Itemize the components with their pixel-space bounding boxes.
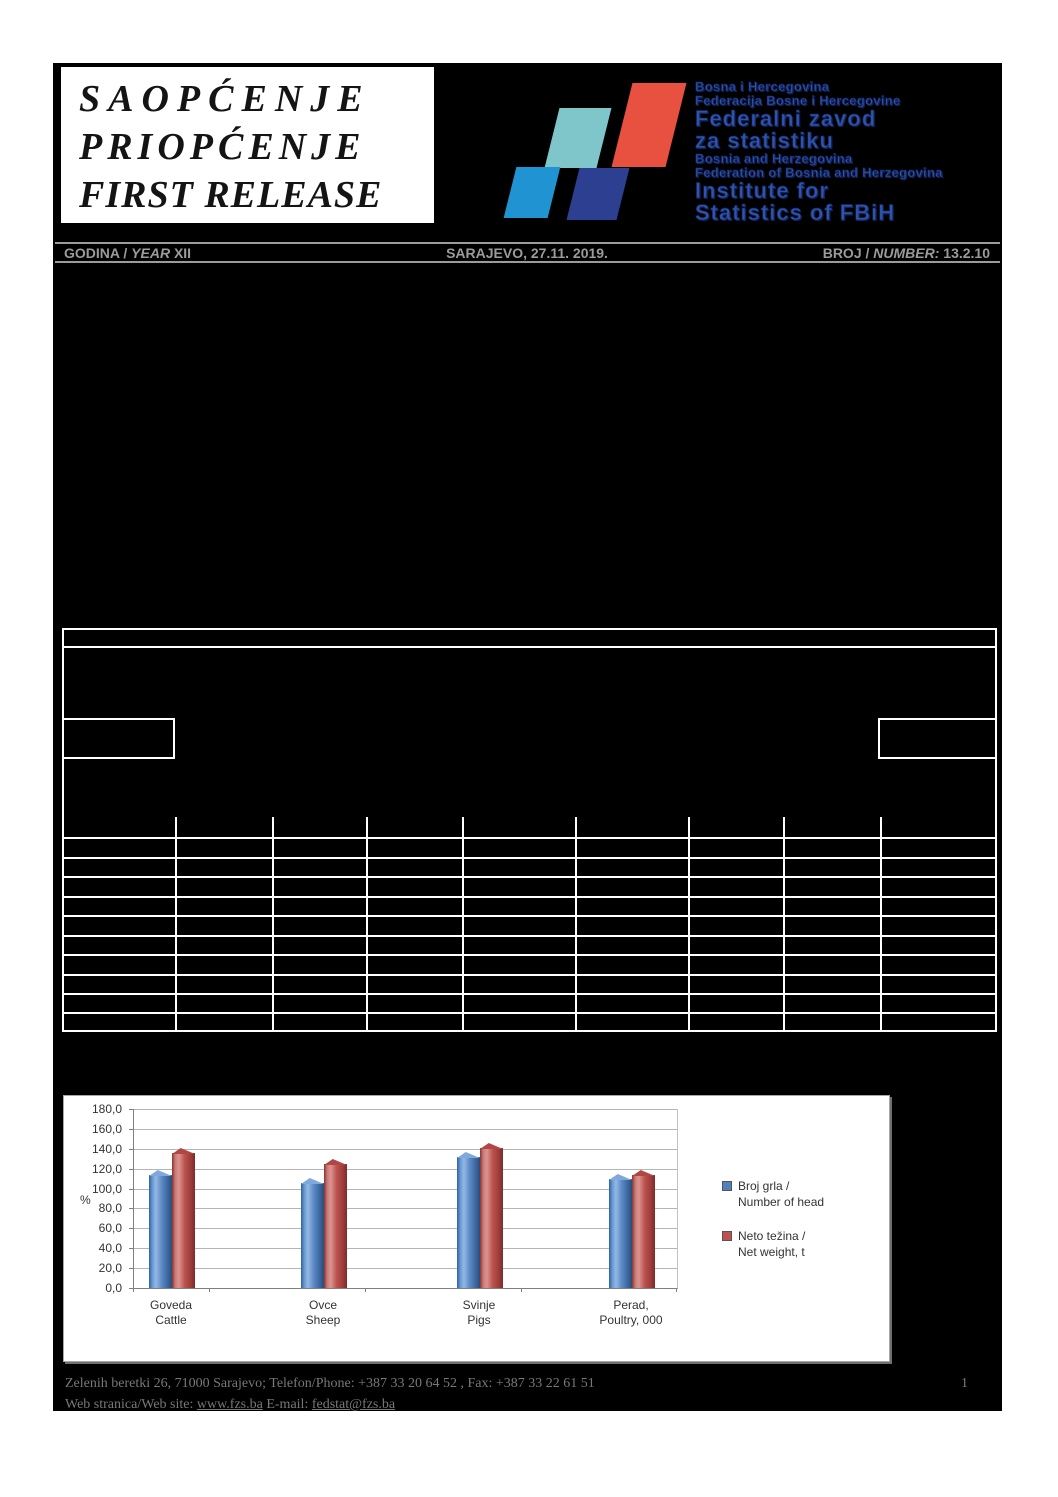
chart-y-tick-label: 40,0: [98, 1241, 122, 1256]
chart-bar-net-weight: [324, 1164, 347, 1288]
org-line-institute-bs2: za statistiku: [695, 128, 834, 153]
table-grid-line: [64, 954, 995, 956]
chart-gridline: [134, 1109, 677, 1110]
table-grid-line: [64, 718, 175, 720]
logo-parallelogram-red: [612, 83, 687, 167]
org-line-federation-en: Federation of Bosnia and Herzegovina: [695, 165, 943, 180]
release-title-en: FIRST RELEASE: [79, 174, 383, 216]
org-line-institute-en1: Institute for: [695, 178, 829, 203]
release-title-bs: SAOPĆENJE: [79, 78, 371, 120]
issue-date-place: SARAJEVO, 27.11. 2019.: [446, 244, 608, 261]
chart-category-label: [409, 1298, 549, 1328]
chart-bar-net-weight: [480, 1148, 503, 1288]
table-grid-line: [462, 817, 464, 1030]
chart-bar-3d-cap: [632, 1170, 655, 1176]
legend-swatch-red: [722, 1231, 732, 1241]
chart-bar-net-weight: [632, 1175, 655, 1288]
chart-bar-group: [457, 1148, 503, 1288]
chart-category-label-line: Ovce: [308, 1298, 337, 1312]
chart-bar-3d-cap: [480, 1143, 503, 1149]
chart-y-tick-mark: [129, 1208, 133, 1209]
website-link[interactable]: www.fzs.ba: [196, 1397, 263, 1412]
footer-web-line: Web stranica/Web site: www.fzs.ba E-mail: fedstat@fzs.ba: [65, 1397, 396, 1412]
legend-label-line: Broj grla /: [738, 1179, 790, 1193]
chart-y-tick-mark: [129, 1169, 133, 1170]
table-grid-line: [64, 876, 995, 878]
chart-y-tick-label: 120,0: [91, 1161, 122, 1176]
table-grid-line: [878, 718, 995, 720]
legend-label: [738, 1178, 824, 1210]
chart-bar-number-of-head: [301, 1183, 324, 1288]
chart-gridline: [134, 1169, 677, 1170]
chart-x-tick-mark: [209, 1288, 210, 1292]
chart-category-label-line: Sheep: [305, 1313, 341, 1327]
table-grid-line: [64, 993, 995, 995]
table-grid-line: [783, 817, 785, 1030]
org-line-country-en: Bosnia and Herzegovina: [695, 151, 853, 166]
table-grid-line: [175, 817, 177, 1030]
legend-item: [722, 1178, 824, 1210]
chart-category-label: [561, 1298, 701, 1328]
footer-address-line: Zelenih beretki 26, 71000 Sarajevo; Telefon/Phone: +387 33 20 64 52 , Fax: +387 33 22 61 51: [65, 1376, 595, 1391]
table-grid-line: [64, 896, 995, 898]
chart-gridline: [134, 1208, 677, 1209]
chart-bar-group: [149, 1153, 195, 1288]
chart-y-tick-mark: [129, 1149, 133, 1150]
chart-y-tick-mark: [129, 1129, 133, 1130]
table-grid-line: [880, 817, 882, 1030]
chart-y-tick-label: 60,0: [98, 1221, 122, 1236]
chart-category-label-line: Goveda: [149, 1298, 193, 1312]
table-grid-line: [64, 1012, 995, 1014]
issue-number: BROJ / NUMBER: 13.2.10: [822, 244, 990, 261]
table-grid-line: [64, 935, 995, 937]
chart-gridline: [134, 1228, 677, 1229]
table-grid-line: [575, 817, 577, 1030]
table-grid-line: [878, 757, 995, 759]
chart-y-tick-label: 160,0: [91, 1121, 122, 1136]
chart-y-tick-mark: [129, 1268, 133, 1269]
chart-legend: [722, 1178, 824, 1278]
chart-bar-3d-cap: [457, 1152, 480, 1158]
chart-y-tick-label: 180,0: [91, 1102, 122, 1116]
page-footer: [65, 1373, 1002, 1415]
chart-gridline: [134, 1149, 677, 1150]
table-grid-line: [173, 718, 175, 759]
chart-plot-area: [133, 1109, 678, 1289]
legend-swatch-blue: [722, 1181, 732, 1191]
org-line-country-bs: Bosna i Hercegovina: [695, 79, 830, 94]
institute-logo: [503, 79, 703, 224]
chart-x-tick-mark: [365, 1288, 366, 1292]
chart-bar-group: [609, 1175, 655, 1288]
chart-category-label-line: Svinje: [462, 1298, 496, 1312]
issue-info-bar: [55, 242, 1000, 263]
chart-category-label-line: Cattle: [155, 1313, 187, 1327]
table-grid-line: [64, 857, 995, 859]
chart-y-tick-mark: [129, 1228, 133, 1229]
legend-label-line: Neto težina /: [738, 1229, 806, 1243]
chart-x-tick-mark: [521, 1288, 522, 1292]
table-grid-line: [272, 817, 274, 1030]
chart-category-label-line: Perad,: [613, 1298, 649, 1312]
org-line-institute-en2: Statistics of FBiH: [695, 200, 896, 225]
logo-parallelogram-blue: [504, 167, 561, 218]
chart-y-tick-label: 100,0: [91, 1181, 122, 1196]
org-line-federation-bs: Federacija Bosne i Hercegovine: [695, 93, 901, 108]
chart-y-tick-mark: [129, 1248, 133, 1249]
chart-category-label-line: Poultry, 000: [599, 1313, 663, 1327]
chart-bar-group: [301, 1164, 347, 1288]
chart-category-label-line: Pigs: [467, 1313, 491, 1327]
chart-gridline: [134, 1189, 677, 1190]
chart-y-tick-mark: [129, 1189, 133, 1190]
chart-category-label: [101, 1298, 241, 1328]
chart-gridline: [134, 1248, 677, 1249]
chart-x-tick-mark: [676, 1288, 677, 1292]
chart-bar-number-of-head: [609, 1179, 632, 1288]
chart-y-tick-label: 20,0: [98, 1261, 122, 1276]
chart-bar-net-weight: [172, 1153, 195, 1288]
table-grid-line: [878, 718, 880, 759]
chart-bar-3d-cap: [609, 1174, 632, 1180]
table-grid-line: [688, 817, 690, 1030]
org-line-institute-bs1: Federalni zavod: [695, 106, 877, 131]
chart-y-tick-label: 140,0: [91, 1141, 122, 1156]
page-content-area: [53, 63, 1002, 1411]
chart-y-tick-label: 0,0: [105, 1281, 122, 1295]
legend-label-line: Net weight, t: [738, 1245, 805, 1259]
chart-bar-number-of-head: [457, 1157, 480, 1288]
chart-category-label: [253, 1298, 393, 1328]
legend-item: [722, 1228, 824, 1260]
table-grid-line: [64, 757, 175, 759]
page-number: 1: [961, 1376, 968, 1391]
chart-gridline: [134, 1268, 677, 1269]
chart-y-axis-title: %: [80, 1193, 91, 1207]
email-link[interactable]: fedstat@fzs.ba: [311, 1397, 396, 1412]
chart-bar-3d-cap: [301, 1178, 324, 1184]
table-grid-line: [366, 817, 368, 1030]
chart: [63, 1095, 890, 1362]
table-grid-line: [64, 974, 995, 976]
table-grid-line: [64, 837, 995, 839]
issue-year: GODINA / YEAR XII: [64, 244, 192, 261]
chart-x-tick-mark: [133, 1288, 134, 1292]
chart-y-tick-mark: [129, 1109, 133, 1110]
chart-bar-3d-cap: [324, 1159, 347, 1165]
redacted-table: [62, 628, 997, 1032]
logo-parallelogram-teal: [545, 108, 612, 168]
chart-y-tick-label: 80,0: [98, 1201, 122, 1216]
release-title-box: [61, 67, 434, 223]
release-title-hr: PRIOPĆENJE: [79, 126, 366, 168]
institute-name-block: [695, 80, 943, 224]
logo-parallelogram-navy: [567, 168, 630, 220]
table-grid-line: [64, 915, 995, 917]
legend-label-line: Number of head: [738, 1195, 825, 1209]
chart-bar-3d-cap: [149, 1170, 172, 1176]
chart-bar-number-of-head: [149, 1175, 172, 1288]
chart-gridline: [134, 1129, 677, 1130]
table-grid-line: [64, 646, 995, 648]
legend-label: [738, 1228, 805, 1260]
